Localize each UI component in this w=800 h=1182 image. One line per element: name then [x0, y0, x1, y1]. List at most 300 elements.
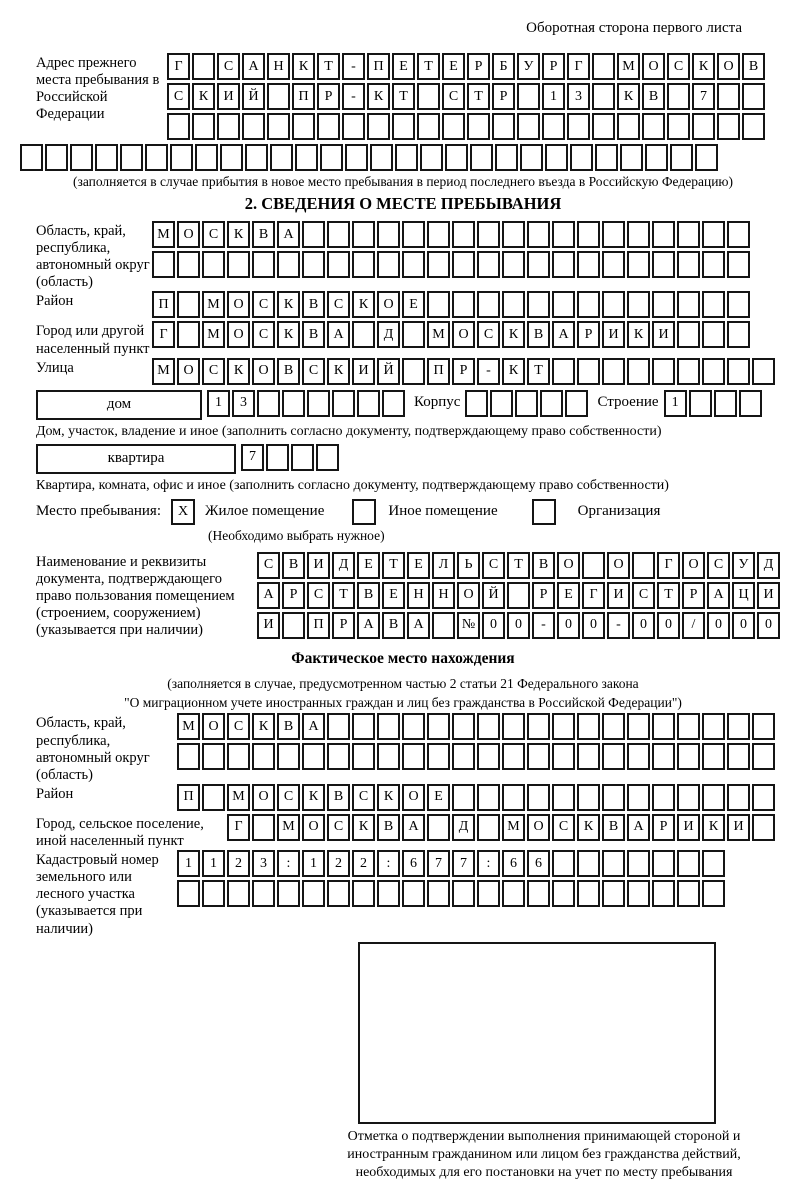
char-cell[interactable]: [402, 880, 425, 907]
char-cell[interactable]: [670, 144, 693, 171]
char-cell[interactable]: [252, 743, 275, 770]
char-cell[interactable]: [445, 144, 468, 171]
char-cell[interactable]: У: [732, 552, 755, 579]
char-cell[interactable]: [427, 743, 450, 770]
char-cell[interactable]: К: [502, 321, 525, 348]
char-cell[interactable]: 2: [352, 850, 375, 877]
char-cell[interactable]: Д: [377, 321, 400, 348]
char-cell[interactable]: Г: [167, 53, 190, 80]
char-cell[interactable]: В: [382, 612, 405, 639]
char-cell[interactable]: 7: [241, 444, 264, 471]
char-cell[interactable]: К: [292, 53, 315, 80]
char-cell[interactable]: [592, 53, 615, 80]
char-cell[interactable]: И: [307, 552, 330, 579]
char-cell[interactable]: Т: [527, 358, 550, 385]
char-cell[interactable]: 7: [452, 850, 475, 877]
char-cell[interactable]: [252, 814, 275, 841]
char-cell[interactable]: [652, 743, 675, 770]
char-cell[interactable]: К: [627, 321, 650, 348]
char-cell[interactable]: П: [177, 784, 200, 811]
char-cell[interactable]: [477, 291, 500, 318]
char-cell[interactable]: [302, 251, 325, 278]
char-cell[interactable]: [417, 113, 440, 140]
char-cell[interactable]: Г: [657, 552, 680, 579]
char-cell[interactable]: 6: [527, 850, 550, 877]
char-cell[interactable]: [577, 358, 600, 385]
char-cell[interactable]: С: [252, 321, 275, 348]
char-cell[interactable]: [417, 83, 440, 110]
char-cell[interactable]: С: [217, 53, 240, 80]
char-cell[interactable]: Р: [542, 53, 565, 80]
char-cell[interactable]: [627, 291, 650, 318]
char-cell[interactable]: [320, 144, 343, 171]
char-cell[interactable]: 1: [202, 850, 225, 877]
char-cell[interactable]: №: [457, 612, 480, 639]
char-cell[interactable]: М: [617, 53, 640, 80]
char-cell[interactable]: [527, 221, 550, 248]
char-cell[interactable]: -: [532, 612, 555, 639]
char-cell[interactable]: [245, 144, 268, 171]
char-cell[interactable]: О: [227, 321, 250, 348]
char-cell[interactable]: [727, 321, 750, 348]
char-cell[interactable]: [452, 291, 475, 318]
char-cell[interactable]: [714, 390, 737, 417]
char-cell[interactable]: И: [677, 814, 700, 841]
char-cell[interactable]: К: [692, 53, 715, 80]
char-cell[interactable]: [527, 880, 550, 907]
char-cell[interactable]: Е: [407, 552, 430, 579]
char-cell[interactable]: С: [632, 582, 655, 609]
char-cell[interactable]: [277, 880, 300, 907]
char-cell[interactable]: М: [177, 713, 200, 740]
char-cell[interactable]: [602, 291, 625, 318]
char-cell[interactable]: Р: [652, 814, 675, 841]
char-cell[interactable]: [517, 83, 540, 110]
char-cell[interactable]: В: [642, 83, 665, 110]
char-cell[interactable]: [577, 784, 600, 811]
char-cell[interactable]: А: [627, 814, 650, 841]
char-cell[interactable]: 3: [567, 83, 590, 110]
char-cell[interactable]: [627, 251, 650, 278]
char-cell[interactable]: А: [402, 814, 425, 841]
char-cell[interactable]: [677, 321, 700, 348]
char-cell[interactable]: [552, 251, 575, 278]
char-cell[interactable]: К: [227, 358, 250, 385]
char-cell[interactable]: [515, 390, 538, 417]
char-cell[interactable]: Н: [432, 582, 455, 609]
char-cell[interactable]: [465, 390, 488, 417]
char-cell[interactable]: [617, 113, 640, 140]
char-cell[interactable]: И: [727, 814, 750, 841]
char-cell[interactable]: [652, 880, 675, 907]
char-cell[interactable]: О: [177, 221, 200, 248]
char-cell[interactable]: [702, 358, 725, 385]
char-cell[interactable]: А: [327, 321, 350, 348]
char-cell[interactable]: Т: [317, 53, 340, 80]
char-cell[interactable]: К: [252, 713, 275, 740]
char-cell[interactable]: Е: [402, 291, 425, 318]
char-cell[interactable]: [495, 144, 518, 171]
char-cell[interactable]: [302, 880, 325, 907]
char-cell[interactable]: [427, 880, 450, 907]
char-cell[interactable]: [517, 113, 540, 140]
char-cell[interactable]: [70, 144, 93, 171]
char-cell[interactable]: Е: [557, 582, 580, 609]
char-cell[interactable]: [402, 358, 425, 385]
char-cell[interactable]: С: [667, 53, 690, 80]
char-cell[interactable]: [542, 113, 565, 140]
char-cell[interactable]: [382, 390, 405, 417]
char-cell[interactable]: [627, 743, 650, 770]
char-cell[interactable]: [602, 221, 625, 248]
char-cell[interactable]: [692, 113, 715, 140]
char-cell[interactable]: [752, 814, 775, 841]
char-cell[interactable]: 0: [507, 612, 530, 639]
char-cell[interactable]: [627, 880, 650, 907]
char-cell[interactable]: [227, 880, 250, 907]
char-cell[interactable]: 1: [542, 83, 565, 110]
char-cell[interactable]: [652, 713, 675, 740]
char-cell[interactable]: [652, 251, 675, 278]
char-cell[interactable]: [227, 251, 250, 278]
char-cell[interactable]: [291, 444, 314, 471]
char-cell[interactable]: [395, 144, 418, 171]
char-cell[interactable]: [602, 850, 625, 877]
char-cell[interactable]: 1: [302, 850, 325, 877]
char-cell[interactable]: [717, 83, 740, 110]
char-cell[interactable]: Р: [467, 53, 490, 80]
stay-option-checkbox-org[interactable]: [532, 499, 556, 525]
char-cell[interactable]: И: [352, 358, 375, 385]
char-cell[interactable]: Р: [452, 358, 475, 385]
char-cell[interactable]: П: [292, 83, 315, 110]
char-cell[interactable]: И: [602, 321, 625, 348]
char-cell[interactable]: [582, 552, 605, 579]
char-cell[interactable]: [677, 291, 700, 318]
char-cell[interactable]: [357, 390, 380, 417]
char-cell[interactable]: В: [277, 358, 300, 385]
char-cell[interactable]: [352, 743, 375, 770]
char-cell[interactable]: О: [557, 552, 580, 579]
char-cell[interactable]: [202, 880, 225, 907]
char-cell[interactable]: [689, 390, 712, 417]
char-cell[interactable]: С: [167, 83, 190, 110]
char-cell[interactable]: О: [252, 784, 275, 811]
char-cell[interactable]: К: [277, 321, 300, 348]
char-cell[interactable]: В: [282, 552, 305, 579]
char-cell[interactable]: [317, 113, 340, 140]
char-cell[interactable]: [477, 880, 500, 907]
char-cell[interactable]: [192, 53, 215, 80]
char-cell[interactable]: В: [742, 53, 765, 80]
char-cell[interactable]: [170, 144, 193, 171]
char-cell[interactable]: [727, 713, 750, 740]
char-cell[interactable]: [327, 251, 350, 278]
char-cell[interactable]: [427, 251, 450, 278]
char-cell[interactable]: О: [202, 713, 225, 740]
char-cell[interactable]: К: [617, 83, 640, 110]
char-cell[interactable]: [595, 144, 618, 171]
char-cell[interactable]: [702, 291, 725, 318]
char-cell[interactable]: [632, 552, 655, 579]
char-cell[interactable]: С: [442, 83, 465, 110]
char-cell[interactable]: 0: [707, 612, 730, 639]
char-cell[interactable]: Р: [577, 321, 600, 348]
char-cell[interactable]: [202, 251, 225, 278]
char-cell[interactable]: Д: [332, 552, 355, 579]
char-cell[interactable]: Т: [657, 582, 680, 609]
char-cell[interactable]: [327, 713, 350, 740]
char-cell[interactable]: [442, 113, 465, 140]
char-cell[interactable]: [377, 713, 400, 740]
char-cell[interactable]: [702, 321, 725, 348]
char-cell[interactable]: О: [527, 814, 550, 841]
stay-option-checkbox-inoe[interactable]: [352, 499, 376, 525]
char-cell[interactable]: [577, 880, 600, 907]
char-cell[interactable]: [377, 743, 400, 770]
char-cell[interactable]: В: [277, 713, 300, 740]
char-cell[interactable]: [527, 251, 550, 278]
char-cell[interactable]: К: [577, 814, 600, 841]
char-cell[interactable]: [202, 743, 225, 770]
char-cell[interactable]: В: [602, 814, 625, 841]
char-cell[interactable]: С: [257, 552, 280, 579]
char-cell[interactable]: А: [257, 582, 280, 609]
char-cell[interactable]: [452, 221, 475, 248]
char-cell[interactable]: [642, 113, 665, 140]
char-cell[interactable]: [567, 113, 590, 140]
char-cell[interactable]: [602, 251, 625, 278]
char-cell[interactable]: О: [252, 358, 275, 385]
char-cell[interactable]: [470, 144, 493, 171]
char-cell[interactable]: [727, 221, 750, 248]
char-cell[interactable]: О: [302, 814, 325, 841]
char-cell[interactable]: [752, 713, 775, 740]
char-cell[interactable]: А: [277, 221, 300, 248]
char-cell[interactable]: [352, 221, 375, 248]
char-cell[interactable]: [202, 784, 225, 811]
char-cell[interactable]: [252, 880, 275, 907]
char-cell[interactable]: С: [227, 713, 250, 740]
char-cell[interactable]: [120, 144, 143, 171]
char-cell[interactable]: [677, 221, 700, 248]
char-cell[interactable]: Б: [492, 53, 515, 80]
char-cell[interactable]: [367, 113, 390, 140]
char-cell[interactable]: [652, 784, 675, 811]
char-cell[interactable]: К: [192, 83, 215, 110]
char-cell[interactable]: [545, 144, 568, 171]
char-cell[interactable]: [95, 144, 118, 171]
char-cell[interactable]: [727, 784, 750, 811]
char-cell[interactable]: -: [342, 83, 365, 110]
char-cell[interactable]: [752, 358, 775, 385]
char-cell[interactable]: [327, 880, 350, 907]
char-cell[interactable]: -: [342, 53, 365, 80]
char-cell[interactable]: У: [517, 53, 540, 80]
char-cell[interactable]: [570, 144, 593, 171]
char-cell[interactable]: [342, 113, 365, 140]
char-cell[interactable]: [727, 291, 750, 318]
char-cell[interactable]: [490, 390, 513, 417]
char-cell[interactable]: [402, 221, 425, 248]
char-cell[interactable]: Й: [377, 358, 400, 385]
char-cell[interactable]: [577, 251, 600, 278]
char-cell[interactable]: [177, 743, 200, 770]
char-cell[interactable]: [167, 113, 190, 140]
char-cell[interactable]: Р: [332, 612, 355, 639]
char-cell[interactable]: [402, 251, 425, 278]
char-cell[interactable]: С: [327, 814, 350, 841]
char-cell[interactable]: Й: [242, 83, 265, 110]
char-cell[interactable]: [392, 113, 415, 140]
char-cell[interactable]: [266, 444, 289, 471]
char-cell[interactable]: 2: [227, 850, 250, 877]
char-cell[interactable]: [602, 880, 625, 907]
char-cell[interactable]: [177, 321, 200, 348]
char-cell[interactable]: А: [707, 582, 730, 609]
char-cell[interactable]: [352, 251, 375, 278]
char-cell[interactable]: К: [352, 814, 375, 841]
char-cell[interactable]: [402, 713, 425, 740]
char-cell[interactable]: [377, 880, 400, 907]
char-cell[interactable]: В: [532, 552, 555, 579]
char-cell[interactable]: [727, 251, 750, 278]
char-cell[interactable]: А: [407, 612, 430, 639]
char-cell[interactable]: Р: [682, 582, 705, 609]
char-cell[interactable]: [192, 113, 215, 140]
char-cell[interactable]: Г: [227, 814, 250, 841]
char-cell[interactable]: К: [302, 784, 325, 811]
char-cell[interactable]: [477, 784, 500, 811]
char-cell[interactable]: М: [277, 814, 300, 841]
char-cell[interactable]: [282, 612, 305, 639]
char-cell[interactable]: Р: [282, 582, 305, 609]
char-cell[interactable]: [177, 880, 200, 907]
char-cell[interactable]: [752, 743, 775, 770]
char-cell[interactable]: М: [202, 321, 225, 348]
char-cell[interactable]: [742, 83, 765, 110]
char-cell[interactable]: [602, 713, 625, 740]
char-cell[interactable]: [452, 784, 475, 811]
char-cell[interactable]: [527, 713, 550, 740]
char-cell[interactable]: [502, 880, 525, 907]
char-cell[interactable]: [717, 113, 740, 140]
char-cell[interactable]: [627, 221, 650, 248]
char-cell[interactable]: [627, 713, 650, 740]
char-cell[interactable]: О: [377, 291, 400, 318]
char-cell[interactable]: В: [252, 221, 275, 248]
char-cell[interactable]: [520, 144, 543, 171]
char-cell[interactable]: [277, 743, 300, 770]
char-cell[interactable]: [702, 221, 725, 248]
char-cell[interactable]: [242, 113, 265, 140]
char-cell[interactable]: В: [302, 321, 325, 348]
char-cell[interactable]: К: [352, 291, 375, 318]
char-cell[interactable]: 0: [732, 612, 755, 639]
char-cell[interactable]: [432, 612, 455, 639]
char-cell[interactable]: [377, 251, 400, 278]
char-cell[interactable]: [677, 251, 700, 278]
char-cell[interactable]: П: [427, 358, 450, 385]
char-cell[interactable]: К: [367, 83, 390, 110]
char-cell[interactable]: М: [152, 358, 175, 385]
char-cell[interactable]: 0: [657, 612, 680, 639]
char-cell[interactable]: :: [377, 850, 400, 877]
char-cell[interactable]: [577, 221, 600, 248]
char-cell[interactable]: В: [527, 321, 550, 348]
char-cell[interactable]: [527, 743, 550, 770]
char-cell[interactable]: [702, 251, 725, 278]
char-cell[interactable]: [402, 321, 425, 348]
char-cell[interactable]: И: [257, 612, 280, 639]
char-cell[interactable]: [552, 784, 575, 811]
char-cell[interactable]: П: [152, 291, 175, 318]
char-cell[interactable]: [552, 850, 575, 877]
char-cell[interactable]: [452, 880, 475, 907]
char-cell[interactable]: [702, 784, 725, 811]
char-cell[interactable]: [667, 83, 690, 110]
char-cell[interactable]: [577, 713, 600, 740]
char-cell[interactable]: И: [652, 321, 675, 348]
char-cell[interactable]: [620, 144, 643, 171]
char-cell[interactable]: [307, 390, 330, 417]
char-cell[interactable]: [177, 291, 200, 318]
char-cell[interactable]: [477, 221, 500, 248]
char-cell[interactable]: [742, 113, 765, 140]
char-cell[interactable]: [270, 144, 293, 171]
char-cell[interactable]: -: [477, 358, 500, 385]
char-cell[interactable]: М: [502, 814, 525, 841]
char-cell[interactable]: В: [357, 582, 380, 609]
char-cell[interactable]: М: [227, 784, 250, 811]
char-cell[interactable]: [677, 713, 700, 740]
char-cell[interactable]: С: [202, 358, 225, 385]
char-cell[interactable]: [577, 743, 600, 770]
char-cell[interactable]: [45, 144, 68, 171]
char-cell[interactable]: [627, 784, 650, 811]
char-cell[interactable]: [552, 221, 575, 248]
char-cell[interactable]: [267, 113, 290, 140]
char-cell[interactable]: [352, 321, 375, 348]
char-cell[interactable]: [402, 743, 425, 770]
char-cell[interactable]: Г: [582, 582, 605, 609]
char-cell[interactable]: 0: [557, 612, 580, 639]
char-cell[interactable]: [652, 850, 675, 877]
char-cell[interactable]: С: [327, 291, 350, 318]
char-cell[interactable]: К: [327, 358, 350, 385]
char-cell[interactable]: [527, 291, 550, 318]
char-cell[interactable]: 7: [692, 83, 715, 110]
char-cell[interactable]: -: [607, 612, 630, 639]
char-cell[interactable]: О: [682, 552, 705, 579]
char-cell[interactable]: Д: [757, 552, 780, 579]
char-cell[interactable]: [257, 390, 280, 417]
char-cell[interactable]: Р: [492, 83, 515, 110]
char-cell[interactable]: [327, 743, 350, 770]
char-cell[interactable]: [552, 743, 575, 770]
char-cell[interactable]: [552, 291, 575, 318]
char-cell[interactable]: Л: [432, 552, 455, 579]
char-cell[interactable]: [592, 83, 615, 110]
char-cell[interactable]: Р: [532, 582, 555, 609]
char-cell[interactable]: С: [307, 582, 330, 609]
char-cell[interactable]: [467, 113, 490, 140]
char-cell[interactable]: М: [152, 221, 175, 248]
char-cell[interactable]: Т: [332, 582, 355, 609]
char-cell[interactable]: Т: [392, 83, 415, 110]
char-cell[interactable]: [227, 743, 250, 770]
char-cell[interactable]: [452, 713, 475, 740]
